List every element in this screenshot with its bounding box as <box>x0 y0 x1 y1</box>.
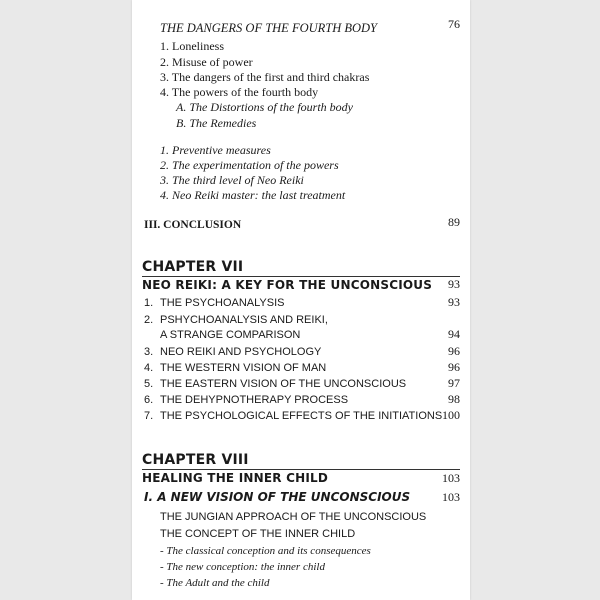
list-item: 3. The third level of Neo Reiki <box>160 173 304 187</box>
chapter-title: NEO REIKI: A KEY FOR THE UNCONSCIOUS <box>142 278 433 292</box>
list-item: 3. The dangers of the first and third chakras <box>160 70 370 84</box>
toc-number: 3. <box>144 346 154 358</box>
chapter-heading: CHAPTER VIII <box>142 452 249 468</box>
page-number: 103 <box>442 490 460 504</box>
page-number: 89 <box>448 215 460 229</box>
toc-entry: THE PSYCHOANALYSIS <box>160 297 285 309</box>
page-number: 103 <box>442 471 460 485</box>
list-item: 2. The experimentation of the powers <box>160 158 339 172</box>
book-page <box>132 0 470 600</box>
toc-entry: THE DEHYPNOTHERAPY PROCESS <box>160 394 349 406</box>
toc-entry: THE EASTERN VISION OF THE UNCONSCIOUS <box>160 378 407 390</box>
chapter-title: HEALING THE INNER CHILD <box>142 471 329 485</box>
chapter-heading: CHAPTER VII <box>142 259 244 275</box>
toc-number: 5. <box>144 378 154 390</box>
toc-number: 4. <box>144 362 154 374</box>
sub-list-item: B. The Remedies <box>176 116 257 130</box>
page-number: 98 <box>448 392 460 406</box>
list-item: - The Adult and the child <box>160 577 270 589</box>
page-number: 93 <box>448 295 460 309</box>
list-item: 1. Loneliness <box>160 39 224 53</box>
toc-number: 1. <box>144 297 154 309</box>
list-item: - The new conception: the inner child <box>160 561 325 573</box>
divider <box>142 469 460 470</box>
toc-entry: A STRANGE COMPARISON <box>160 329 301 341</box>
divider <box>142 276 460 277</box>
list-item: 1. Preventive measures <box>160 143 271 157</box>
page-number: 100 <box>442 408 460 422</box>
toc-entry: THE JUNGIAN APPROACH OF THE UNCONSCIOUS <box>160 511 427 523</box>
toc-entry: NEO REIKI AND PSYCHOLOGY <box>160 346 322 358</box>
page-number: 97 <box>448 376 460 390</box>
toc-entry: THE CONCEPT OF THE INNER CHILD <box>160 528 356 540</box>
section-title: I. A NEW VISION OF THE UNCONSCIOUS <box>144 490 411 504</box>
page-number: 76 <box>448 17 460 31</box>
list-item: 2. Misuse of power <box>160 55 253 69</box>
toc-entry: PSHYCHOANALYSIS AND REIKI, <box>160 314 328 326</box>
toc-number: 6. <box>144 394 154 406</box>
toc-entry: THE PSYCHOLOGICAL EFFECTS OF THE INITIATIONS <box>160 410 443 422</box>
list-item: - The classical conception and its consequences <box>160 545 371 557</box>
toc-number: 2. <box>144 314 154 326</box>
sub-list-item: A. The Distortions of the fourth body <box>176 100 353 114</box>
page-number: 96 <box>448 344 460 358</box>
toc-number: 7. <box>144 410 154 422</box>
list-item: 4. Neo Reiki master: the last treatment <box>160 188 346 202</box>
page-number: 93 <box>448 277 460 291</box>
conclusion-label: III. CONCLUSION <box>144 219 242 231</box>
page-number: 96 <box>448 360 460 374</box>
list-item: 4. The powers of the fourth body <box>160 85 319 99</box>
section-title: THE DANGERS OF THE FOURTH BODY <box>160 21 378 35</box>
toc-entry: THE WESTERN VISION OF MAN <box>160 362 327 374</box>
page-number: 94 <box>448 327 460 341</box>
